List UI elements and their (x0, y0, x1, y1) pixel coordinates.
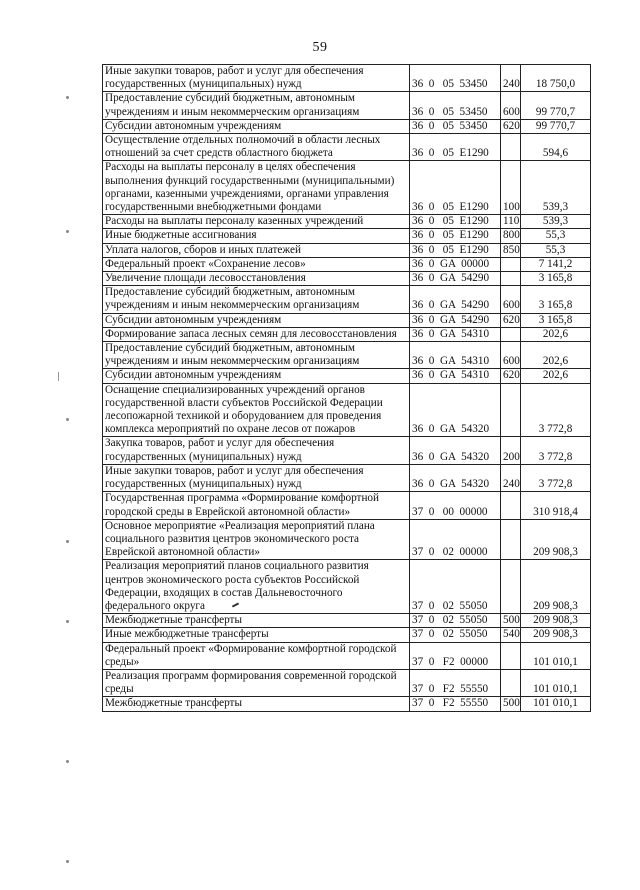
table-row (103, 614, 591, 628)
row-vr-cell: 800 (501, 229, 521, 243)
row-name-cell: Расходы на выплаты персоналу казенных учреждений (103, 215, 410, 229)
table-row (103, 464, 591, 491)
row-sum-cell: 209 908,3 (521, 628, 591, 642)
table-body (103, 65, 591, 712)
row-sum-cell: 55,3 (521, 243, 591, 257)
table-row (103, 519, 591, 560)
row-code-cell: 36 0 05 E1290 (410, 243, 501, 257)
row-code-cell: 36 0 GA 54310 (410, 327, 501, 341)
table-row (103, 560, 591, 614)
table-row (103, 642, 591, 669)
row-sum-cell: 209 908,3 (521, 560, 591, 614)
row-vr-cell: 110 (501, 215, 521, 229)
row-name-cell: Иные закупки товаров, работ и услуг для обеспечения государственных (муниципальных) нужд (103, 464, 410, 491)
row-sum-cell: 209 908,3 (521, 519, 591, 560)
row-name-cell: Реализация мероприятий планов социального развития центров экономического роста субъектов Российской Федерации, входящих в состав Дальневосточного федерального округа (103, 560, 410, 614)
row-name-cell: Уплата налогов, сборов и иных платежей (103, 243, 410, 257)
row-name-cell: Основное мероприятие «Реализация мероприятий плана социального развития центров экономического роста Еврейской автономной области» (103, 519, 410, 560)
row-vr-cell: 620 (501, 313, 521, 327)
row-code-cell: 37 0 02 55050 (410, 628, 501, 642)
table-row (103, 161, 591, 215)
row-vr-cell: 850 (501, 243, 521, 257)
row-vr-cell (501, 669, 521, 696)
row-code-cell: 36 0 05 53450 (410, 92, 501, 119)
row-name-cell: Субсидии автономным учреждениям (103, 313, 410, 327)
row-name-cell: Субсидии автономным учреждениям (103, 369, 410, 383)
row-sum-cell: 3 165,8 (521, 272, 591, 286)
row-vr-cell (501, 560, 521, 614)
row-name-cell: Увеличение площади лесовосстановления (103, 272, 410, 286)
row-sum-cell: 18 750,0 (521, 65, 591, 92)
row-name-cell: Федеральный проект «Формирование комфортной городской среды» (103, 642, 410, 669)
row-code-cell: 36 0 05 E1290 (410, 161, 501, 215)
margin-dot (66, 620, 69, 623)
row-code-cell: 37 0 00 00000 (410, 492, 501, 519)
row-code-cell: 37 0 02 55050 (410, 614, 501, 628)
margin-dot (66, 230, 69, 233)
budget-table (102, 64, 591, 712)
row-vr-cell: 600 (501, 92, 521, 119)
row-vr-cell: 500 (501, 614, 521, 628)
row-name-cell: Расходы на выплаты персоналу в целях обеспечения выполнения функций государственными (муниципальными) органами, казенными учреждениями, органами управления государственными внебюджетными фондами (103, 161, 410, 215)
table-row (103, 313, 591, 327)
row-name-cell: Иные бюджетные ассигнования (103, 229, 410, 243)
table-row (103, 92, 591, 119)
row-vr-cell: 600 (501, 286, 521, 313)
table-row (103, 215, 591, 229)
row-name-cell: Межбюджетные трансферты (103, 697, 410, 711)
row-name-cell: Закупка товаров, работ и услуг для обеспечения государственных (муниципальных) нужд (103, 437, 410, 464)
margin-dot (66, 418, 69, 421)
table-row (103, 492, 591, 519)
row-sum-cell: 3 772,8 (521, 464, 591, 491)
row-sum-cell: 7 141,2 (521, 257, 591, 271)
row-sum-cell: 3 165,8 (521, 286, 591, 313)
table-row (103, 119, 591, 133)
row-sum-cell: 202,6 (521, 342, 591, 369)
row-sum-cell: 594,6 (521, 134, 591, 161)
row-code-cell: 37 0 02 55050 (410, 560, 501, 614)
row-vr-cell (501, 257, 521, 271)
row-name-cell: Реализация программ формирования современной городской среды (103, 669, 410, 696)
row-sum-cell: 310 918,4 (521, 492, 591, 519)
row-sum-cell: 3 772,8 (521, 437, 591, 464)
margin-tick (58, 372, 59, 381)
row-name-cell: Предоставление субсидий бюджетным, автономным учреждениям и иным некоммерческим организациям (103, 286, 410, 313)
row-code-cell: 36 0 05 E1290 (410, 134, 501, 161)
row-vr-cell: 100 (501, 161, 521, 215)
row-vr-cell: 620 (501, 369, 521, 383)
page-number: 59 (312, 40, 328, 55)
table-row (103, 369, 591, 383)
row-code-cell: 36 0 05 53450 (410, 119, 501, 133)
row-sum-cell: 202,6 (521, 327, 591, 341)
row-name-cell: Формирование запаса лесных семян для лесовосстановления (103, 327, 410, 341)
row-sum-cell: 209 908,3 (521, 614, 591, 628)
table-row (103, 286, 591, 313)
row-name-cell: Предоставление субсидий бюджетным, автономным учреждениям и иным некоммерческим организациям (103, 342, 410, 369)
row-code-cell: 36 0 GA 54290 (410, 313, 501, 327)
row-name-cell: Предоставление субсидий бюджетным, автономным учреждениям и иным некоммерческим организациям (103, 92, 410, 119)
table-row (103, 437, 591, 464)
row-sum-cell: 99 770,7 (521, 119, 591, 133)
margin-dot (66, 540, 69, 543)
row-code-cell: 37 0 F2 00000 (410, 642, 501, 669)
row-name-cell: Межбюджетные трансферты (103, 614, 410, 628)
row-name-cell: Иные закупки товаров, работ и услуг для обеспечения государственных (муниципальных) нужд (103, 65, 410, 92)
margin-dot (66, 860, 69, 863)
row-name-cell: Субсидии автономным учреждениям (103, 119, 410, 133)
table-row (103, 65, 591, 92)
row-sum-cell: 101 010,1 (521, 697, 591, 711)
row-vr-cell (501, 134, 521, 161)
row-code-cell: 36 0 GA 54320 (410, 437, 501, 464)
table-row (103, 272, 591, 286)
table-row (103, 628, 591, 642)
table-row (103, 243, 591, 257)
row-sum-cell: 202,6 (521, 369, 591, 383)
row-code-cell: 36 0 GA 54290 (410, 286, 501, 313)
row-code-cell: 36 0 GA 00000 (410, 257, 501, 271)
row-code-cell: 37 0 02 00000 (410, 519, 501, 560)
table-row (103, 669, 591, 696)
row-code-cell: 37 0 F2 55550 (410, 669, 501, 696)
row-sum-cell: 3 772,8 (521, 383, 591, 437)
row-sum-cell: 55,3 (521, 229, 591, 243)
row-vr-cell: 540 (501, 628, 521, 642)
row-name-cell: Оснащение специализированных учреждений органов государственной власти субъектов Российской Федерации лесопожарной техникой и оборудованием для проведения комплекса мероприятий по охране лесов от пожаров (103, 383, 410, 437)
margin-dot (66, 96, 69, 99)
row-sum-cell: 101 010,1 (521, 669, 591, 696)
row-code-cell: 36 0 05 53450 (410, 65, 501, 92)
row-name-cell: Осуществление отдельных полномочий в области лесных отношений за счет средств областного бюджета (103, 134, 410, 161)
row-code-cell: 36 0 GA 54310 (410, 342, 501, 369)
row-name-cell: Иные межбюджетные трансферты (103, 628, 410, 642)
row-vr-cell (501, 327, 521, 341)
row-vr-cell: 240 (501, 65, 521, 92)
row-vr-cell (501, 383, 521, 437)
table-row (103, 383, 591, 437)
table-row (103, 257, 591, 271)
margin-dot (66, 760, 69, 763)
row-code-cell: 36 0 05 E1290 (410, 229, 501, 243)
row-code-cell: 36 0 GA 54320 (410, 464, 501, 491)
row-vr-cell (501, 492, 521, 519)
row-vr-cell (501, 642, 521, 669)
table-row (103, 697, 591, 711)
table-row (103, 342, 591, 369)
row-vr-cell: 200 (501, 437, 521, 464)
row-sum-cell: 539,3 (521, 161, 591, 215)
row-code-cell: 36 0 GA 54310 (410, 369, 501, 383)
row-vr-cell: 620 (501, 119, 521, 133)
row-vr-cell (501, 519, 521, 560)
row-vr-cell: 500 (501, 697, 521, 711)
row-code-cell: 36 0 GA 54320 (410, 383, 501, 437)
table-row (103, 134, 591, 161)
table-row (103, 327, 591, 341)
row-vr-cell: 600 (501, 342, 521, 369)
row-code-cell: 36 0 05 E1290 (410, 215, 501, 229)
row-code-cell: 36 0 GA 54290 (410, 272, 501, 286)
row-name-cell: Государственная программа «Формирование комфортной городской среды в Еврейской автономной области» (103, 492, 410, 519)
row-sum-cell: 539,3 (521, 215, 591, 229)
row-sum-cell: 101 010,1 (521, 642, 591, 669)
row-sum-cell: 3 165,8 (521, 313, 591, 327)
row-vr-cell: 240 (501, 464, 521, 491)
row-vr-cell (501, 272, 521, 286)
row-name-cell: Федеральный проект «Сохранение лесов» (103, 257, 410, 271)
table-row (103, 229, 591, 243)
row-code-cell: 37 0 F2 55550 (410, 697, 501, 711)
row-sum-cell: 99 770,7 (521, 92, 591, 119)
